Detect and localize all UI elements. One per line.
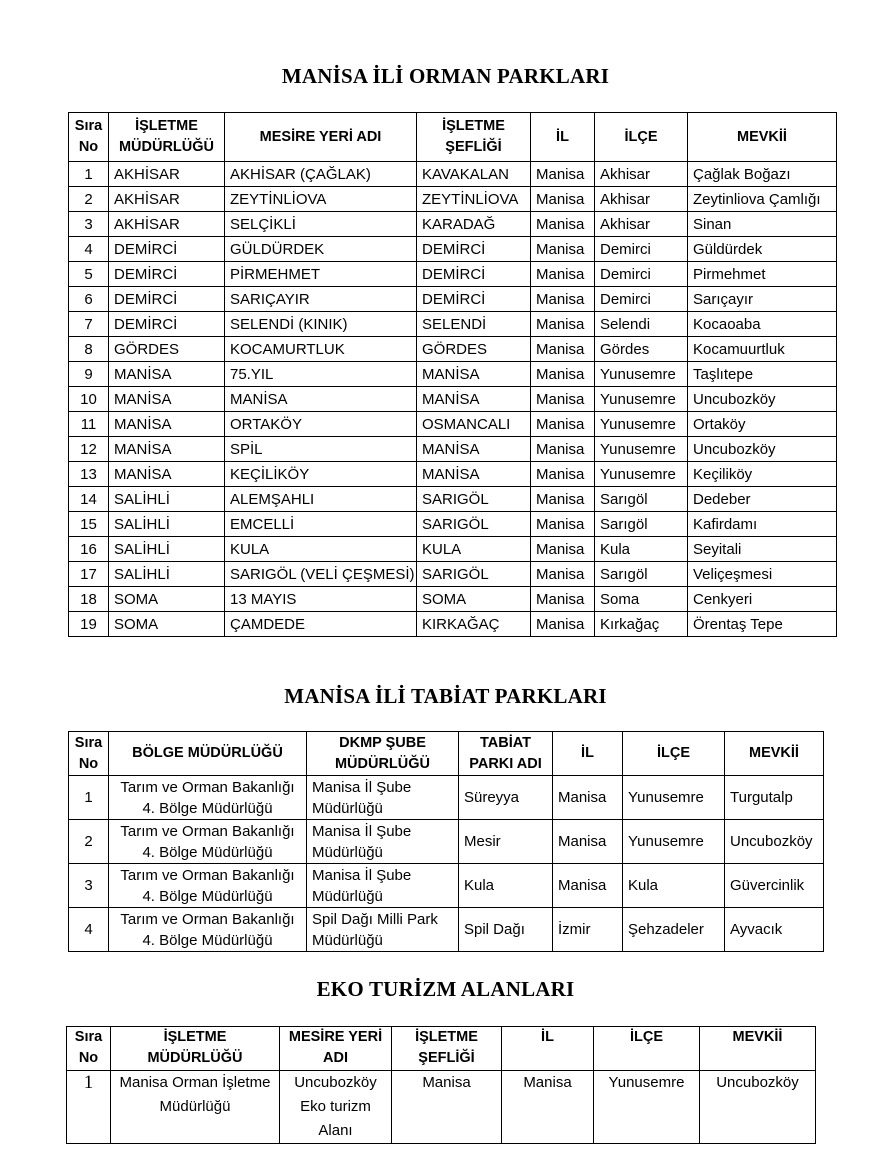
table-cell: SOMA bbox=[109, 587, 225, 612]
table-cell: KIRKAĞAÇ bbox=[417, 612, 531, 637]
table-cell: Pirmehmet bbox=[688, 262, 837, 287]
table-cell: Manisa bbox=[531, 562, 595, 587]
header-mevkii: MEVKİİ bbox=[688, 113, 837, 162]
header-mevkii: MEVKİİ bbox=[700, 1027, 816, 1071]
table-row bbox=[67, 1071, 816, 1144]
table-cell: Süreyya bbox=[459, 776, 553, 820]
table-cell: Tarım ve Orman Bakanlığı 4. Bölge Müdürlüğü bbox=[109, 820, 307, 864]
table-cell: Manisa İl Şube Müdürlüğü bbox=[307, 820, 459, 864]
header-tabiat-parki-adi: TABİAT PARKI ADI bbox=[459, 732, 553, 776]
table-cell: Çağlak Boğazı bbox=[688, 162, 837, 187]
header-bolge-mudurlugu: BÖLGE MÜDÜRLÜĞÜ bbox=[109, 732, 307, 776]
table-cell: Manisa bbox=[531, 262, 595, 287]
table-cell: Sarıgöl bbox=[595, 487, 688, 512]
header-sira-no: Sıra No bbox=[67, 1027, 111, 1071]
table-cell: SELENDİ bbox=[417, 312, 531, 337]
table-cell: Akhisar bbox=[595, 187, 688, 212]
table-cell: Cenkyeri bbox=[688, 587, 837, 612]
header-mesire-yeri-adi: MESİRE YERİ ADI bbox=[225, 113, 417, 162]
table-cell: Kula bbox=[623, 864, 725, 908]
table-cell: Demirci bbox=[595, 237, 688, 262]
table-cell: 10 bbox=[69, 387, 109, 412]
table-cell: Ortaköy bbox=[688, 412, 837, 437]
table-cell: Manisa Orman İşletme Müdürlüğü bbox=[111, 1071, 280, 1144]
table-cell: Manisa bbox=[553, 820, 623, 864]
table-cell: Manisa bbox=[553, 864, 623, 908]
table-cell: Manisa bbox=[502, 1071, 594, 1144]
table-cell: MANİSA bbox=[417, 362, 531, 387]
table-cell: Uncubozköy bbox=[688, 387, 837, 412]
header-isletme-mudurlugu: İŞLETME MÜDÜRLÜĞÜ bbox=[109, 113, 225, 162]
table-cell: 11 bbox=[69, 412, 109, 437]
table-cell: ORTAKÖY bbox=[225, 412, 417, 437]
table-cell: 3 bbox=[69, 212, 109, 237]
header-ilce: İLÇE bbox=[623, 732, 725, 776]
table-cell: ALEMŞAHLI bbox=[225, 487, 417, 512]
table-cell: Tarım ve Orman Bakanlığı 4. Bölge Müdürlüğü bbox=[109, 864, 307, 908]
table-cell: Yunusemre bbox=[595, 412, 688, 437]
table-cell: Keçiliköy bbox=[688, 462, 837, 487]
table-row bbox=[69, 462, 837, 487]
table-row bbox=[69, 820, 824, 864]
table-cell: 3 bbox=[69, 864, 109, 908]
header-mesire-yeri-adi: MESİRE YERİ ADI bbox=[280, 1027, 392, 1071]
table-cell: Manisa bbox=[531, 462, 595, 487]
table-row bbox=[69, 387, 837, 412]
table-cell: AKHİSAR (ÇAĞLAK) bbox=[225, 162, 417, 187]
table-cell: SELENDİ (KINIK) bbox=[225, 312, 417, 337]
table-cell: Manisa bbox=[531, 487, 595, 512]
table-cell: SARIÇAYIR bbox=[225, 287, 417, 312]
table-cell: 12 bbox=[69, 437, 109, 462]
header-dkmp-sube-mudurlugu: DKMP ŞUBE MÜDÜRLÜĞÜ bbox=[307, 732, 459, 776]
table-row bbox=[69, 537, 837, 562]
table-cell: MANİSA bbox=[417, 437, 531, 462]
table-cell: 1 bbox=[69, 776, 109, 820]
table-cell: Yunusemre bbox=[595, 462, 688, 487]
table-cell: Manisa bbox=[531, 387, 595, 412]
table-cell: Uncubozköy bbox=[700, 1071, 816, 1144]
table-cell: SELÇİKLİ bbox=[225, 212, 417, 237]
table-cell: MANİSA bbox=[417, 462, 531, 487]
table-cell: Kocaoaba bbox=[688, 312, 837, 337]
table-cell: GÖRDES bbox=[417, 337, 531, 362]
table-cell: Selendi bbox=[595, 312, 688, 337]
table-cell: Gördes bbox=[595, 337, 688, 362]
table-cell: Uncubozköy bbox=[725, 820, 824, 864]
table-cell: Manisa İl Şube Müdürlüğü bbox=[307, 776, 459, 820]
header-ilce: İLÇE bbox=[595, 113, 688, 162]
table-cell: DEMİRCİ bbox=[417, 237, 531, 262]
table-cell: KULA bbox=[417, 537, 531, 562]
table-row bbox=[69, 587, 837, 612]
table-cell: DEMİRCİ bbox=[109, 262, 225, 287]
table-cell: MANİSA bbox=[417, 387, 531, 412]
table-cell: SOMA bbox=[417, 587, 531, 612]
table-cell: AKHİSAR bbox=[109, 162, 225, 187]
table-row bbox=[69, 776, 824, 820]
table-row bbox=[69, 162, 837, 187]
table-cell: DEMİRCİ bbox=[417, 287, 531, 312]
table-cell: 18 bbox=[69, 587, 109, 612]
table-cell: GÖRDES bbox=[109, 337, 225, 362]
eko-header-row bbox=[67, 1027, 816, 1071]
table-cell: MANİSA bbox=[109, 462, 225, 487]
table-cell: Güldürdek bbox=[688, 237, 837, 262]
header-il: İL bbox=[553, 732, 623, 776]
table-cell: GÜLDÜRDEK bbox=[225, 237, 417, 262]
tabiat-header-row bbox=[69, 732, 824, 776]
table-cell: Uncubozköy bbox=[688, 437, 837, 462]
table-cell: 16 bbox=[69, 537, 109, 562]
table-row bbox=[69, 612, 837, 637]
table-cell: Manisa bbox=[531, 362, 595, 387]
table-cell: Manisa bbox=[531, 587, 595, 612]
table-cell: PİRMEHMET bbox=[225, 262, 417, 287]
table-cell: SARIGÖL bbox=[417, 562, 531, 587]
table-cell: 8 bbox=[69, 337, 109, 362]
table-cell: SARIGÖL bbox=[417, 512, 531, 537]
table-cell: Kula bbox=[595, 537, 688, 562]
table-cell: 4 bbox=[69, 237, 109, 262]
table-cell: Zeytinliova Çamlığı bbox=[688, 187, 837, 212]
table-row bbox=[69, 864, 824, 908]
table-row bbox=[69, 287, 837, 312]
table-cell: 7 bbox=[69, 312, 109, 337]
table-cell: Manisa bbox=[553, 776, 623, 820]
table-cell: DEMİRCİ bbox=[109, 287, 225, 312]
table-cell: Tarım ve Orman Bakanlığı 4. Bölge Müdürlüğü bbox=[109, 776, 307, 820]
table-cell: ZEYTİNLİOVA bbox=[417, 187, 531, 212]
table-cell: DEMİRCİ bbox=[417, 262, 531, 287]
table-cell: Dedeber bbox=[688, 487, 837, 512]
table-cell: Sarıgöl bbox=[595, 512, 688, 537]
table-cell: KULA bbox=[225, 537, 417, 562]
table-cell: MANİSA bbox=[109, 387, 225, 412]
table-row bbox=[69, 262, 837, 287]
table-cell: Manisa bbox=[531, 612, 595, 637]
table-cell: Yunusemre bbox=[595, 437, 688, 462]
header-sira-no: Sıra No bbox=[69, 732, 109, 776]
table-cell: EMCELLİ bbox=[225, 512, 417, 537]
table-cell: Veliçeşmesi bbox=[688, 562, 837, 587]
table-cell: Uncubozköy Eko turizm Alanı bbox=[280, 1071, 392, 1144]
table-cell: SARIGÖL (VELİ ÇEŞMESİ) bbox=[225, 562, 417, 587]
table-row bbox=[69, 512, 837, 537]
table-cell: 2 bbox=[69, 820, 109, 864]
table-cell: DEMİRCİ bbox=[109, 237, 225, 262]
table-cell: 13 bbox=[69, 462, 109, 487]
table-cell: 75.YIL bbox=[225, 362, 417, 387]
table-cell: Yunusemre bbox=[623, 776, 725, 820]
table-cell: 5 bbox=[69, 262, 109, 287]
header-il: İL bbox=[502, 1027, 594, 1071]
table-row bbox=[69, 562, 837, 587]
tabiat-table-body bbox=[69, 776, 824, 952]
table-cell: MANİSA bbox=[109, 362, 225, 387]
tabiat-parklari-table bbox=[68, 731, 824, 952]
table-cell: SALİHLİ bbox=[109, 512, 225, 537]
table-cell: Manisa İl Şube Müdürlüğü bbox=[307, 864, 459, 908]
table-row bbox=[69, 212, 837, 237]
table-cell: 1 bbox=[69, 162, 109, 187]
table-row bbox=[69, 237, 837, 262]
table-cell: SALİHLİ bbox=[109, 487, 225, 512]
header-ilce: İLÇE bbox=[594, 1027, 700, 1071]
table-cell: Manisa bbox=[531, 187, 595, 212]
table-cell: ÇAMDEDE bbox=[225, 612, 417, 637]
table-cell: 1 bbox=[67, 1071, 111, 1144]
table-cell: MANİSA bbox=[109, 437, 225, 462]
header-isletme-sefligi: İŞLETME ŞEFLİĞİ bbox=[392, 1027, 502, 1071]
orman-table-body bbox=[69, 162, 837, 637]
header-mevkii: MEVKİİ bbox=[725, 732, 824, 776]
table-cell: Yunusemre bbox=[594, 1071, 700, 1144]
table-cell: Spil Dağı Milli Park Müdürlüğü bbox=[307, 908, 459, 952]
table-row bbox=[69, 337, 837, 362]
table-cell: Yunusemre bbox=[623, 820, 725, 864]
table-cell: Seyitali bbox=[688, 537, 837, 562]
table-cell: Spil Dağı bbox=[459, 908, 553, 952]
table-cell: 4 bbox=[69, 908, 109, 952]
table-cell: Akhisar bbox=[595, 162, 688, 187]
table-cell: SOMA bbox=[109, 612, 225, 637]
table-cell: MANİSA bbox=[109, 412, 225, 437]
table-row bbox=[69, 312, 837, 337]
table-cell: Ayvacık bbox=[725, 908, 824, 952]
table-row bbox=[69, 187, 837, 212]
table-row bbox=[69, 412, 837, 437]
table-cell: SARIGÖL bbox=[417, 487, 531, 512]
table-cell: Manisa bbox=[531, 412, 595, 437]
table-cell: Soma bbox=[595, 587, 688, 612]
table-cell: KAVAKALAN bbox=[417, 162, 531, 187]
table-cell: 17 bbox=[69, 562, 109, 587]
table-cell: 13 MAYIS bbox=[225, 587, 417, 612]
table-cell: Manisa bbox=[531, 237, 595, 262]
table-cell: 19 bbox=[69, 612, 109, 637]
table-cell: MANİSA bbox=[225, 387, 417, 412]
table-cell: İzmir bbox=[553, 908, 623, 952]
table-cell: Güvercinlik bbox=[725, 864, 824, 908]
table-cell: Kafirdamı bbox=[688, 512, 837, 537]
table-cell: Kırkağaç bbox=[595, 612, 688, 637]
table-cell: 14 bbox=[69, 487, 109, 512]
table-row bbox=[69, 362, 837, 387]
table-cell: Kocamuurtluk bbox=[688, 337, 837, 362]
table-cell: Manisa bbox=[392, 1071, 502, 1144]
table-cell: Demirci bbox=[595, 262, 688, 287]
table-cell: Manisa bbox=[531, 312, 595, 337]
eko-turizm-table bbox=[66, 1026, 816, 1144]
table-cell: Örentaş Tepe bbox=[688, 612, 837, 637]
table-cell: SPİL bbox=[225, 437, 417, 462]
orman-header-row bbox=[69, 113, 837, 162]
table-cell: 2 bbox=[69, 187, 109, 212]
eko-turizm-title: EKO TURİZM ALANLARI bbox=[316, 977, 575, 1001]
table-cell: Turgutalp bbox=[725, 776, 824, 820]
table-cell: Yunusemre bbox=[595, 387, 688, 412]
header-il: İL bbox=[531, 113, 595, 162]
table-cell: Sinan bbox=[688, 212, 837, 237]
header-sira-no: Sıra No bbox=[69, 113, 109, 162]
table-cell: KOCAMURTLUK bbox=[225, 337, 417, 362]
eko-table-body bbox=[67, 1071, 816, 1144]
table-cell: SALİHLİ bbox=[109, 562, 225, 587]
table-cell: Manisa bbox=[531, 212, 595, 237]
table-row bbox=[69, 908, 824, 952]
table-cell: AKHİSAR bbox=[109, 187, 225, 212]
table-cell: Manisa bbox=[531, 287, 595, 312]
table-cell: Şehzadeler bbox=[623, 908, 725, 952]
table-row bbox=[69, 437, 837, 462]
header-isletme-mudurlugu: İŞLETME MÜDÜRLÜĞÜ bbox=[111, 1027, 280, 1071]
table-cell: Manisa bbox=[531, 512, 595, 537]
table-cell: KEÇİLİKÖY bbox=[225, 462, 417, 487]
table-cell: Akhisar bbox=[595, 212, 688, 237]
orman-parklari-table bbox=[68, 112, 837, 637]
table-cell: 15 bbox=[69, 512, 109, 537]
table-cell: OSMANCALI bbox=[417, 412, 531, 437]
table-cell: Yunusemre bbox=[595, 362, 688, 387]
header-isletme-sefligi: İŞLETME ŞEFLİĞİ bbox=[417, 113, 531, 162]
table-cell: DEMİRCİ bbox=[109, 312, 225, 337]
table-cell: 9 bbox=[69, 362, 109, 387]
table-cell: KARADAĞ bbox=[417, 212, 531, 237]
table-cell: AKHİSAR bbox=[109, 212, 225, 237]
table-cell: Demirci bbox=[595, 287, 688, 312]
table-cell: Sarıgöl bbox=[595, 562, 688, 587]
table-cell: ZEYTİNLİOVA bbox=[225, 187, 417, 212]
table-cell: Manisa bbox=[531, 437, 595, 462]
table-cell: 6 bbox=[69, 287, 109, 312]
table-cell: Tarım ve Orman Bakanlığı 4. Bölge Müdürlüğü bbox=[109, 908, 307, 952]
table-cell: Taşlıtepe bbox=[688, 362, 837, 387]
table-row bbox=[69, 487, 837, 512]
table-cell: Manisa bbox=[531, 162, 595, 187]
table-cell: Manisa bbox=[531, 537, 595, 562]
table-cell: Mesir bbox=[459, 820, 553, 864]
tabiat-parklari-title: MANİSA İLİ TABİAT PARKLARI bbox=[284, 684, 607, 708]
orman-parklari-title: MANİSA İLİ ORMAN PARKLARI bbox=[281, 64, 610, 88]
table-cell: SALİHLİ bbox=[109, 537, 225, 562]
table-cell: Manisa bbox=[531, 337, 595, 362]
table-cell: Kula bbox=[459, 864, 553, 908]
table-cell: Sarıçayır bbox=[688, 287, 837, 312]
